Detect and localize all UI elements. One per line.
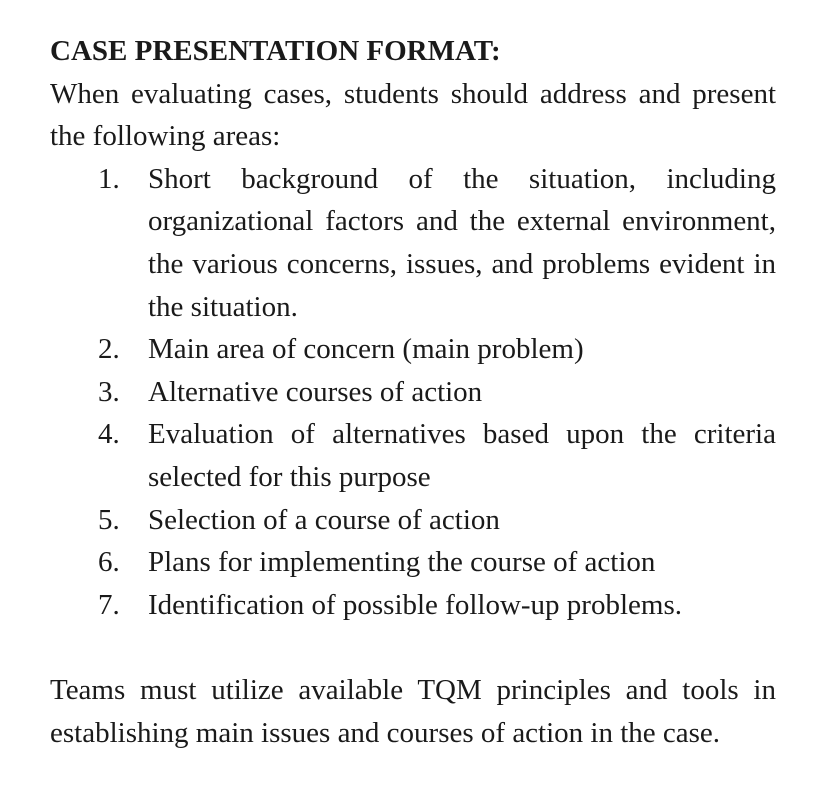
- list-item: [50, 158, 776, 328]
- list-item-number: 2.: [98, 333, 120, 366]
- list-item-text: Plans for implementing the course of action: [148, 546, 656, 579]
- list-item-text: Main area of concern (main problem): [148, 333, 584, 366]
- list-item-number: 4.: [98, 418, 120, 451]
- intro-paragraph: When evaluating cases, students should address and present the following areas:: [50, 77, 776, 153]
- areas-list: [50, 158, 776, 627]
- list-item: [50, 499, 776, 542]
- list-item-number: 1.: [98, 162, 120, 195]
- list-item-text: Identification of possible follow-up problems.: [148, 588, 682, 621]
- list-item: [50, 541, 776, 584]
- document-body: [50, 30, 776, 754]
- list-item-number: 5.: [98, 503, 120, 536]
- list-item-text: Short background of the situation, including organizational factors and the external environment, the various concerns, issues, and problems evident in the situation.: [148, 162, 776, 323]
- closing-paragraph: Teams must utilize available TQM principles and tools in establishing main issues and courses of action in the case.: [50, 673, 776, 749]
- list-item: [50, 413, 776, 498]
- list-item-number: 6.: [98, 546, 120, 579]
- paragraph-spacer: [50, 626, 776, 669]
- list-item-text: Alternative courses of action: [148, 375, 483, 408]
- list-item-text: Selection of a course of action: [148, 503, 500, 536]
- list-item-text: Evaluation of alternatives based upon the criteria selected for this purpose: [148, 418, 776, 493]
- section-heading: CASE PRESENTATION FORMAT:: [50, 35, 501, 67]
- list-item-number: 3.: [98, 375, 120, 408]
- list-item: [50, 371, 776, 414]
- list-item: [50, 328, 776, 371]
- list-item: [50, 584, 776, 627]
- list-item-number: 7.: [98, 588, 120, 621]
